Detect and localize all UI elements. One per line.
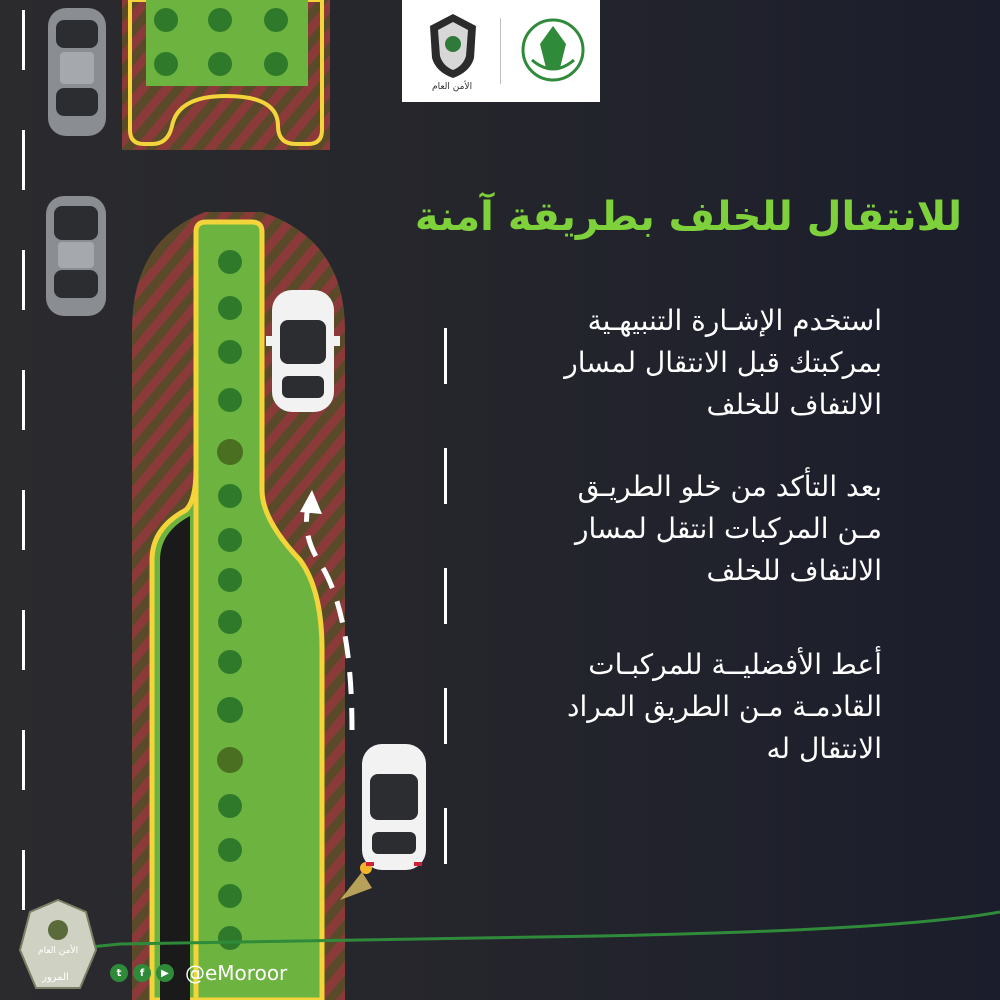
- youtube-icon[interactable]: ▶: [156, 964, 174, 982]
- car-grey-middle: [46, 196, 106, 316]
- logo-divider: [500, 18, 501, 84]
- badge-label-bottom: المرور: [42, 972, 69, 983]
- step-2-text: بعد التأكد من خلو الطريـق مـن المركبات انتقل لمسار الالتفاف للخلف: [575, 470, 882, 587]
- facebook-icon[interactable]: f: [133, 964, 151, 982]
- public-security-logo: [424, 10, 482, 82]
- step-3-text: أعط الأفضليــة للمركبـات القادمـة مـن الطريق المراد الانتقال له: [567, 648, 882, 765]
- ministry-interior-emblem: [520, 14, 586, 86]
- page-title: للانتقال للخلف بطريقة آمنة: [414, 194, 962, 240]
- twitter-icon[interactable]: t: [110, 964, 128, 982]
- step-1-text: استخدم الإشـارة التنبيهـية بمركبتك قبل الانتقال لمسار الالتفاف للخلف: [564, 304, 882, 421]
- car-grey-top: [48, 8, 106, 136]
- car-white-turning: [266, 290, 340, 412]
- public-security-caption: الأمن العام: [432, 82, 473, 92]
- footer-social: [110, 958, 287, 988]
- logos-header: [402, 0, 600, 102]
- social-handle[interactable]: @eMoroor: [185, 961, 288, 985]
- badge-label-top: الأمن العام: [38, 946, 79, 956]
